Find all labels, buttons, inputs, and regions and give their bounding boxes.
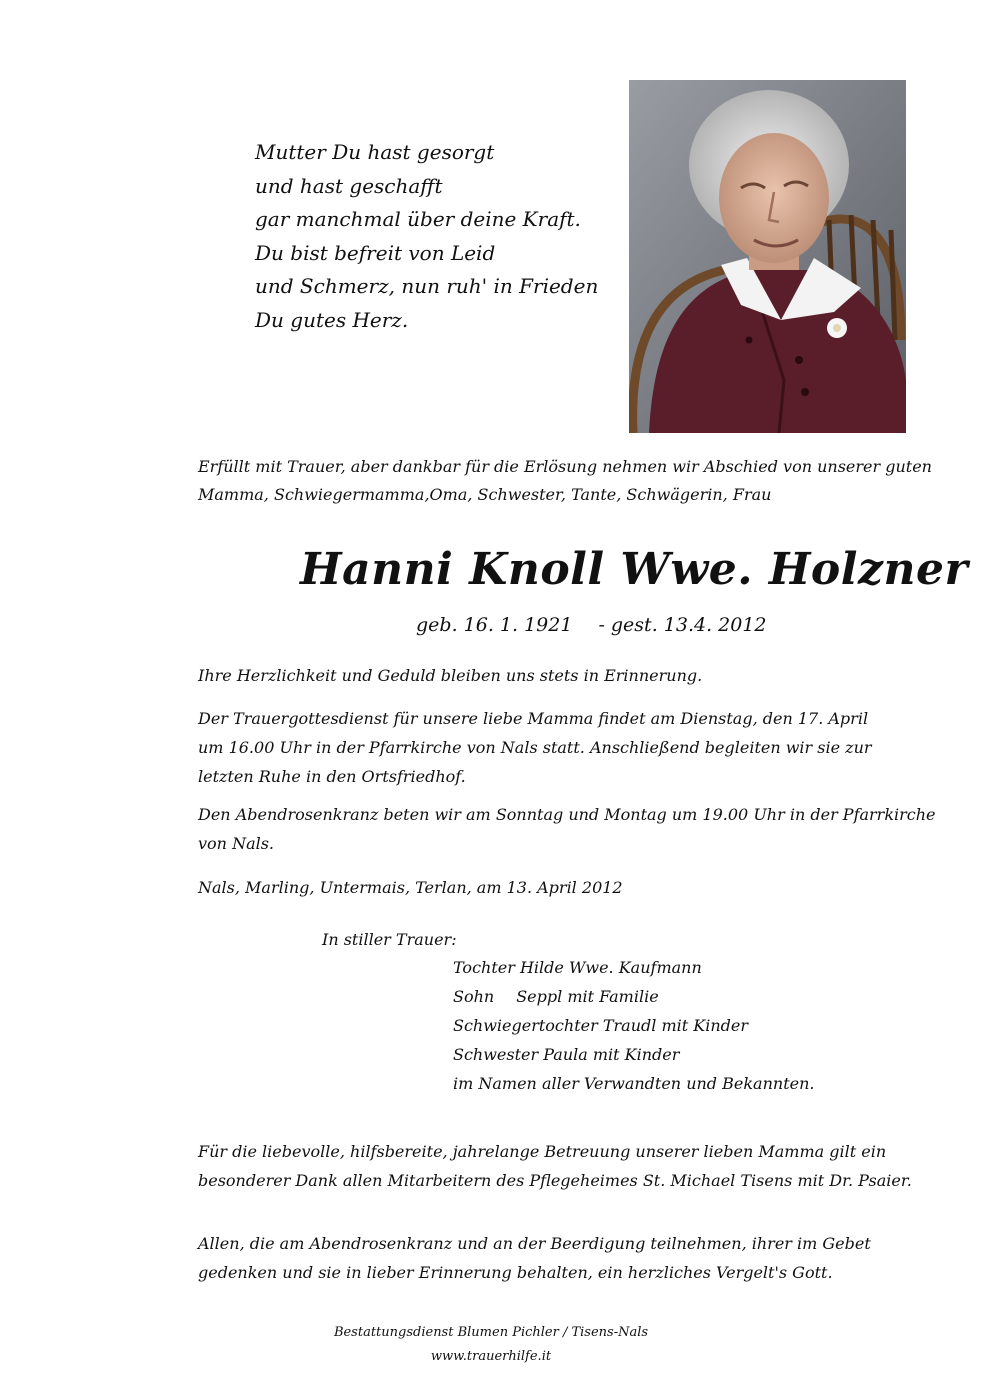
mourners-list xyxy=(453,953,815,1098)
memorial-poem xyxy=(255,136,615,337)
paragraph-line: Nals, Marling, Untermais, Terlan, am 13. April 2012 xyxy=(198,878,623,897)
mourner-line: im Namen aller Verwandten und Bekannten. xyxy=(453,1074,815,1093)
rosary-paragraph xyxy=(198,800,936,858)
poem-line: und Schmerz, nun ruh' in Frieden xyxy=(255,274,599,298)
paragraph-line: Ihre Herzlichkeit und Geduld bleiben uns stets in Erinnerung. xyxy=(198,666,703,685)
mourning-label: In stiller Trauer: xyxy=(322,930,457,949)
mourner-name: Seppl mit Familie xyxy=(516,987,659,1006)
poem-line: gar manchmal über deine Kraft. xyxy=(255,207,581,231)
poem-line: und hast geschafft xyxy=(255,173,443,198)
paragraph-line: letzten Ruhe in den Ortsfriedhof. xyxy=(198,767,466,786)
paragraph-line: Allen, die am Abendrosenkranz und an der Beerdigung teilnehmen, ihrer im Gebet xyxy=(198,1234,871,1253)
paragraph-line: von Nals. xyxy=(198,834,275,853)
paragraph-line: besonderer Dank allen Mitarbeitern des Pflegeheimes St. Michael Tisens mit Dr. Psaier. xyxy=(198,1171,912,1190)
place-date-line xyxy=(198,873,623,902)
intro-line: Erfüllt mit Trauer, aber dankbar für die Erlösung nehmen wir Abschied von unserer guten xyxy=(198,457,932,476)
intro-line: Mamma, Schwiegermamma,Oma, Schwester, Tante, Schwägerin, Frau xyxy=(198,485,772,504)
paragraph-line: um 16.00 Uhr in der Pfarrkirche von Nals statt. Anschließend begleiten wir sie zur xyxy=(198,738,872,757)
mourner-line: Schwester Paula mit Kinder xyxy=(453,1045,680,1064)
poem-line: Mutter Du hast gesorgt xyxy=(255,140,495,164)
service-paragraph xyxy=(198,704,872,791)
mourner-relation: Sohn xyxy=(453,987,495,1006)
closing-paragraph xyxy=(198,1229,871,1287)
memory-paragraph xyxy=(198,661,702,690)
mourner-line: Tochter Hilde Wwe. Kaufmann xyxy=(453,958,702,977)
paragraph-line: Für die liebevolle, hilfsbereite, jahrelange Betreuung unserer lieben Mamma gilt ein xyxy=(198,1142,887,1161)
website-text: www.trauerhilfe.it xyxy=(430,1349,552,1364)
death-date: - gest. 13.4. 2012 xyxy=(598,614,767,636)
paragraph-line: Den Abendrosenkranz beten wir am Sonntag und Montag um 19.00 Uhr in der Pfarrkirche xyxy=(198,805,936,824)
mourner-line xyxy=(453,982,815,1011)
portrait-photo xyxy=(629,80,906,433)
mourner-line: Schwiegertochter Traudl mit Kinder xyxy=(453,1016,748,1035)
life-dates xyxy=(416,610,767,640)
poem-line: Du gutes Herz. xyxy=(255,307,409,332)
thanks-paragraph xyxy=(198,1137,912,1195)
birth-date: geb. 16. 1. 1921 xyxy=(416,614,573,636)
paragraph-line: gedenken und sie in lieber Erinnerung behalten, ein herzliches Vergelt's Gott. xyxy=(198,1263,833,1282)
deceased-name: Hanni Knoll Wwe. Holzner xyxy=(300,544,969,595)
poem-line: Du bist befreit von Leid xyxy=(255,240,496,265)
paragraph-line: Der Trauergottesdienst für unsere liebe Mamma findet am Dienstag, den 17. April xyxy=(198,709,869,728)
intro-text xyxy=(198,453,932,509)
funeral-service-name: Bestattungsdienst Blumen Pichler / Tisens-Nals xyxy=(333,1325,649,1340)
